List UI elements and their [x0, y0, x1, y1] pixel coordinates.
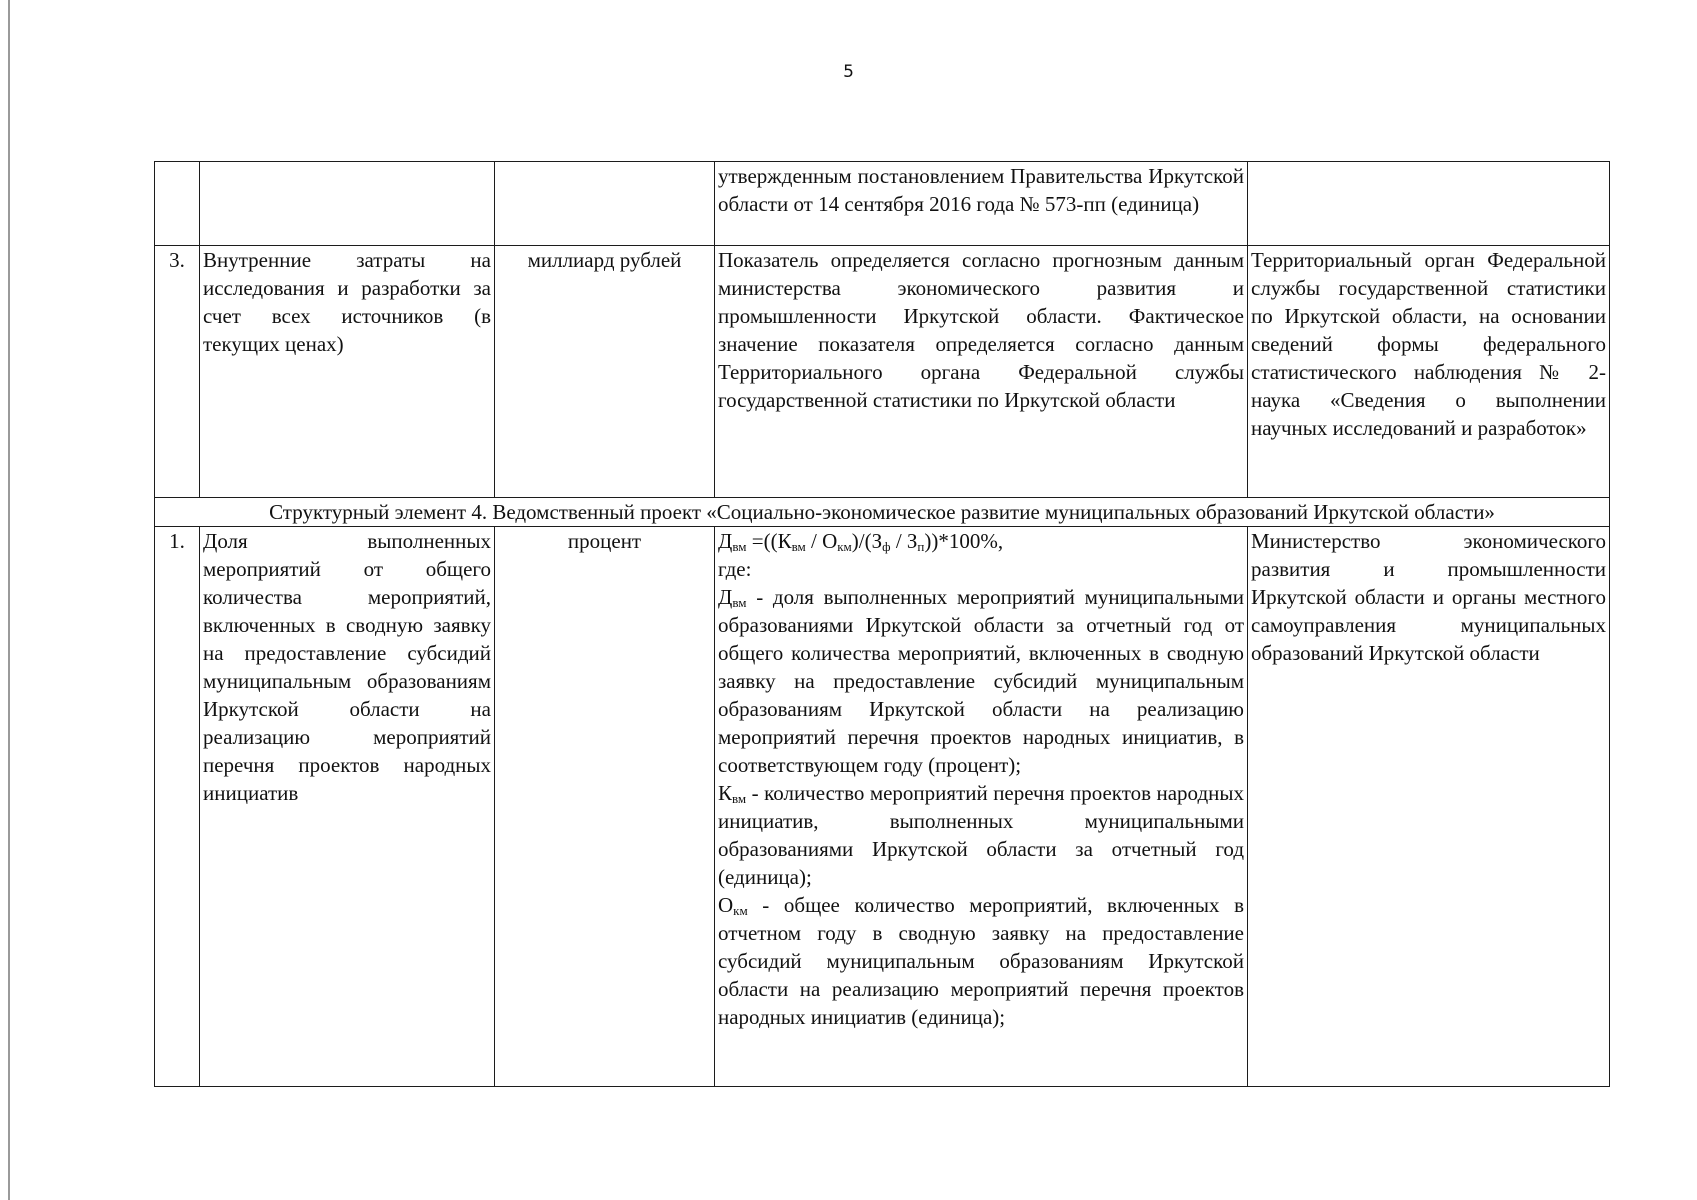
definition-o: $О_{км}$ - общее количество мероприятий, включенных в отчетном году в сводную заявку на предоставление субсидий муниципальным образованиям Иркутской области на реализацию мероприятий перечня проектов народных инициатив (единица);: [718, 893, 1244, 1029]
data-source: [1248, 162, 1610, 246]
section-row: [155, 498, 1610, 527]
row-number: 3.: [155, 246, 200, 498]
indicators-table: [154, 161, 1610, 1087]
scan-edge: [8, 0, 10, 1200]
indicator-name: [200, 162, 495, 246]
calculation-method: Показатель определяется согласно прогнозным данным министерства экономического развития и промышленности Иркутской области. Фактическое значение показателя определяется согласно данным Территориального органа Федеральной службы государственной статистики по Иркутской области: [715, 246, 1248, 498]
data-source: Территориальный орган Федеральной службы государственной статистики по Иркутской области, на основании сведений формы федерального статистического наблюдения № 2-наука «Сведения о выполнении научных исследований и разработок»: [1248, 246, 1610, 498]
unit: процент: [495, 527, 715, 1087]
indicator-name: Внутренние затраты на исследования и разработки за счет всех источников (в текущих ценах): [200, 246, 495, 498]
calculation-method: [715, 527, 1248, 1087]
row-number: 1.: [155, 527, 200, 1087]
data-source: Министерство экономического развития и промышленности Иркутской области и органы местного самоуправления муниципальных образований Иркутской области: [1248, 527, 1610, 1087]
table-row: [155, 527, 1610, 1087]
row-number: [155, 162, 200, 246]
definition-d: $Д_{вм}$ - доля выполненных мероприятий муниципальными образованиями Иркутской области за отчетный год от общего количества мероприятий, включенных в сводную заявку на предоставление субсидий муниципальным образованиям Иркутской области на реализацию мероприятий перечня проектов народных инициатив, в соответствующем году (процент);: [718, 585, 1244, 777]
page-number: 5: [843, 62, 854, 82]
definition-k: $К_{вм}$ - количество мероприятий перечня проектов народных инициатив, выполненных муниципальными образованиями Иркутской области за отчетный год (единица);: [718, 781, 1244, 889]
indicator-name: Доля выполненных мероприятий от общего количества мероприятий, включенных в сводную заявку на предоставление субсидий муниципальным образованиям Иркутской области на реализацию мероприятий перечня проектов народных инициатив: [200, 527, 495, 1087]
section-title: Структурный элемент 4. Ведомственный проект «Социально-экономическое развитие муниципальных образований Иркутской области»: [155, 498, 1610, 527]
unit: миллиард рублей: [495, 246, 715, 498]
unit: [495, 162, 715, 246]
formula: $Д_{вм} =((К_{вм} / О_{км})/(З_ф / З_п))*100\%$,: [718, 529, 1004, 554]
table-row: [155, 162, 1610, 246]
formula-where: где:: [718, 557, 752, 581]
table-row: [155, 246, 1610, 498]
calculation-method: утвержденным постановлением Правительства Иркутской области от 14 сентября 2016 года № 573-пп (единица): [715, 162, 1248, 246]
